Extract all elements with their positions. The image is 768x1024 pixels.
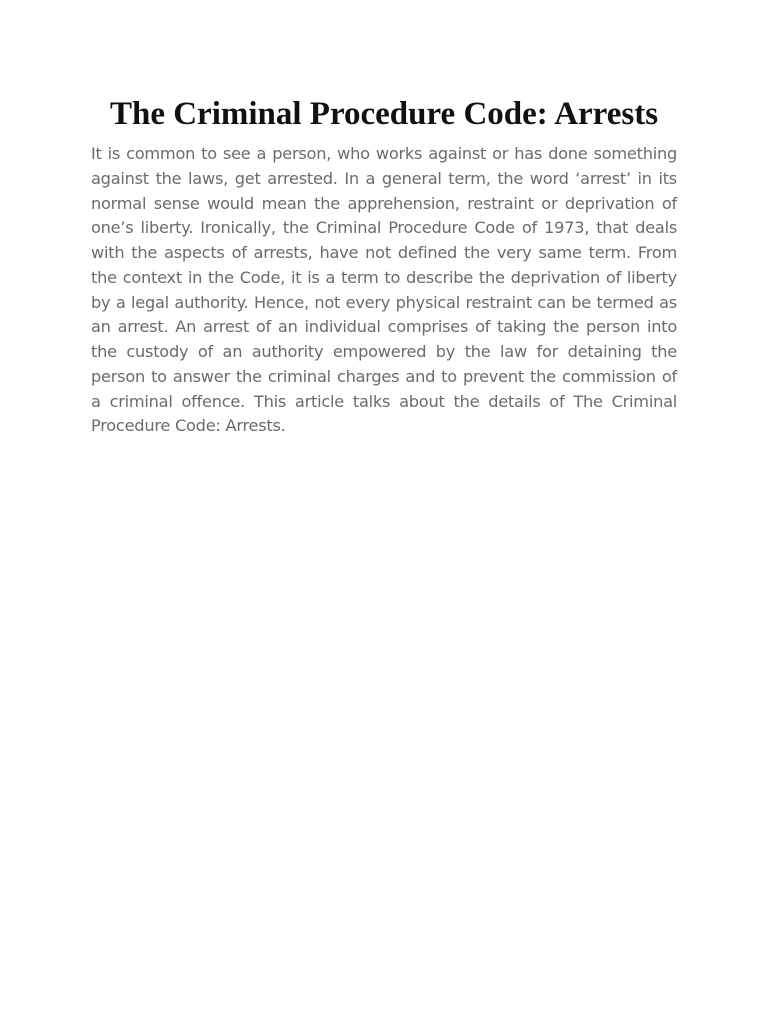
document-paragraph: It is common to see a person, who works against or has done something against the laws, get arrested. In a general term, the word ‘arrest’ in its normal sense would mean the apprehension, restraint or deprivation of one’s liberty. Ironically, the Criminal Procedure Code of 1973, that deals with the aspects of arrests, have not defined the very same term. From the context in the Code, it is a term to describe the deprivation of liberty by a legal authority. Hence, not every physical restraint can be termed as an arrest. An arrest of an individual comprises of taking the person into the custody of an authority empowered by the law for detaining the person to answer the criminal charges and to prevent the commission of a criminal offence. This article talks about the details of The Criminal Procedure Code: Arrests. — [91, 144, 677, 436]
document-title: The Criminal Procedure Code: Arrests — [109, 96, 659, 132]
